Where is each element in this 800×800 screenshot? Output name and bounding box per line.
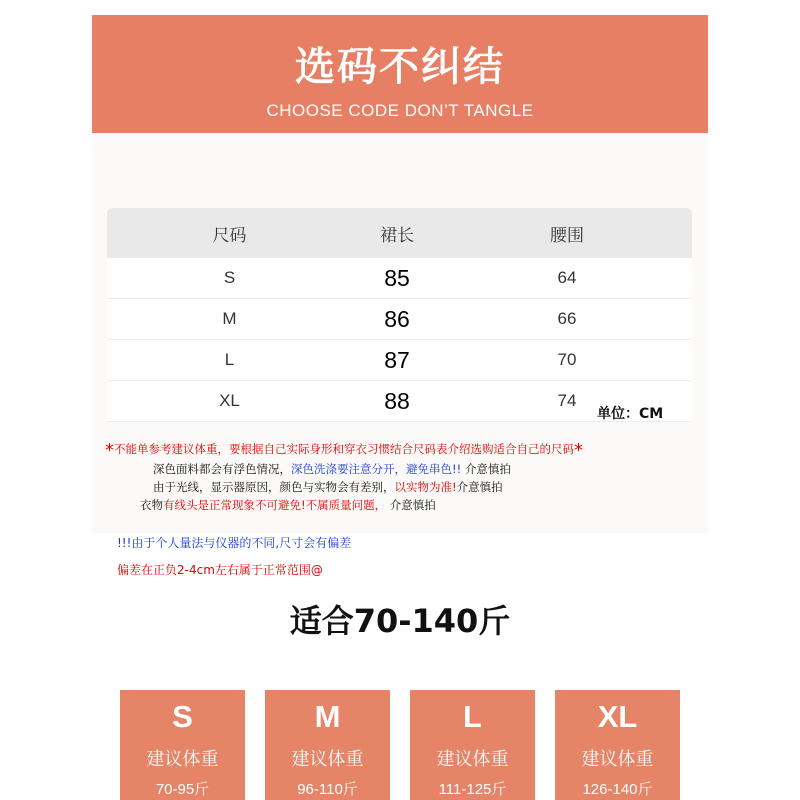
notes-block [105,440,705,514]
header-banner [92,15,708,133]
header-waist: 腰围 [550,225,584,246]
note-text: 由于光线，显示器原因，颜色与实物会有差别， [153,480,395,494]
note-highlight: 有线头是正常现象不可避免!不属质量问题， [163,498,387,512]
note-text: 介意慎拍 [461,462,511,476]
card-label: 建议体重 [436,749,509,770]
card-range: 96-110斤 [297,781,358,798]
size-card-s [120,690,245,800]
cell-length: 87 [384,346,410,373]
size-card-xl [555,690,680,800]
note-line [105,478,705,496]
table-row [107,299,692,340]
card-label: 建议体重 [581,749,654,770]
cell-size: M [222,309,237,328]
page-subtitle: CHOOSE CODE DON’T TANGLE [266,101,534,120]
note-text: 深色面料都会有浮色情况， [153,462,291,476]
note-highlight: 以实物为准! [394,480,457,494]
size-table [107,208,692,422]
note-text: 介意慎拍 [386,498,436,512]
size-card-m [265,690,390,800]
cell-length: 85 [384,264,410,291]
card-range: 126-140斤 [582,781,653,798]
table-row [107,340,692,381]
table-header [107,208,692,258]
table-row [107,258,692,299]
page-title: 选码不纠结 [295,44,505,90]
cell-length: 88 [384,387,410,414]
asterisk-icon: * [105,440,114,461]
card-range: 111-125斤 [438,781,507,798]
note-text: 介意慎拍 [456,480,503,494]
card-label: 建议体重 [291,749,364,770]
cell-size: S [223,268,236,287]
note-line [105,496,705,514]
note-text: 不能单参考建议体重，要根据自己实际身形和穿衣习惯结合尺码表介绍选购适合自己的尺码 [114,442,574,456]
note-highlight: 深色洗涤要注意分开，避免串色!! [291,462,462,476]
cell-waist: 70 [557,350,577,369]
note-text: 衣物 [140,498,163,512]
card-size: M [314,699,341,734]
cell-waist: 66 [557,309,577,328]
card-size: XL [597,699,638,734]
cell-waist: 64 [557,268,577,287]
cell-size: L [224,350,235,369]
deviation-note: !!!由于个人量法与仪器的不同,尺寸会有偏差 [117,536,352,550]
note-line [105,460,705,478]
fit-range-heading: 适合70-140斤 [289,602,511,640]
deviation-note: 偏差在正负2-4cm左右属于正常范围@ [117,563,323,577]
note-line [105,440,705,460]
card-label: 建议体重 [146,749,219,770]
size-card-l [410,690,535,800]
header-length: 裙长 [380,225,414,246]
cell-length: 86 [384,305,410,332]
unit-label: 单位：CM [597,406,664,422]
cell-waist: 74 [557,391,577,410]
card-size: L [463,699,482,734]
size-cards [120,690,680,800]
asterisk-icon: * [574,440,583,461]
card-range: 70-95斤 [155,781,210,798]
card-size: S [172,699,193,734]
cell-size: XL [219,391,240,410]
header-size: 尺码 [212,225,247,246]
